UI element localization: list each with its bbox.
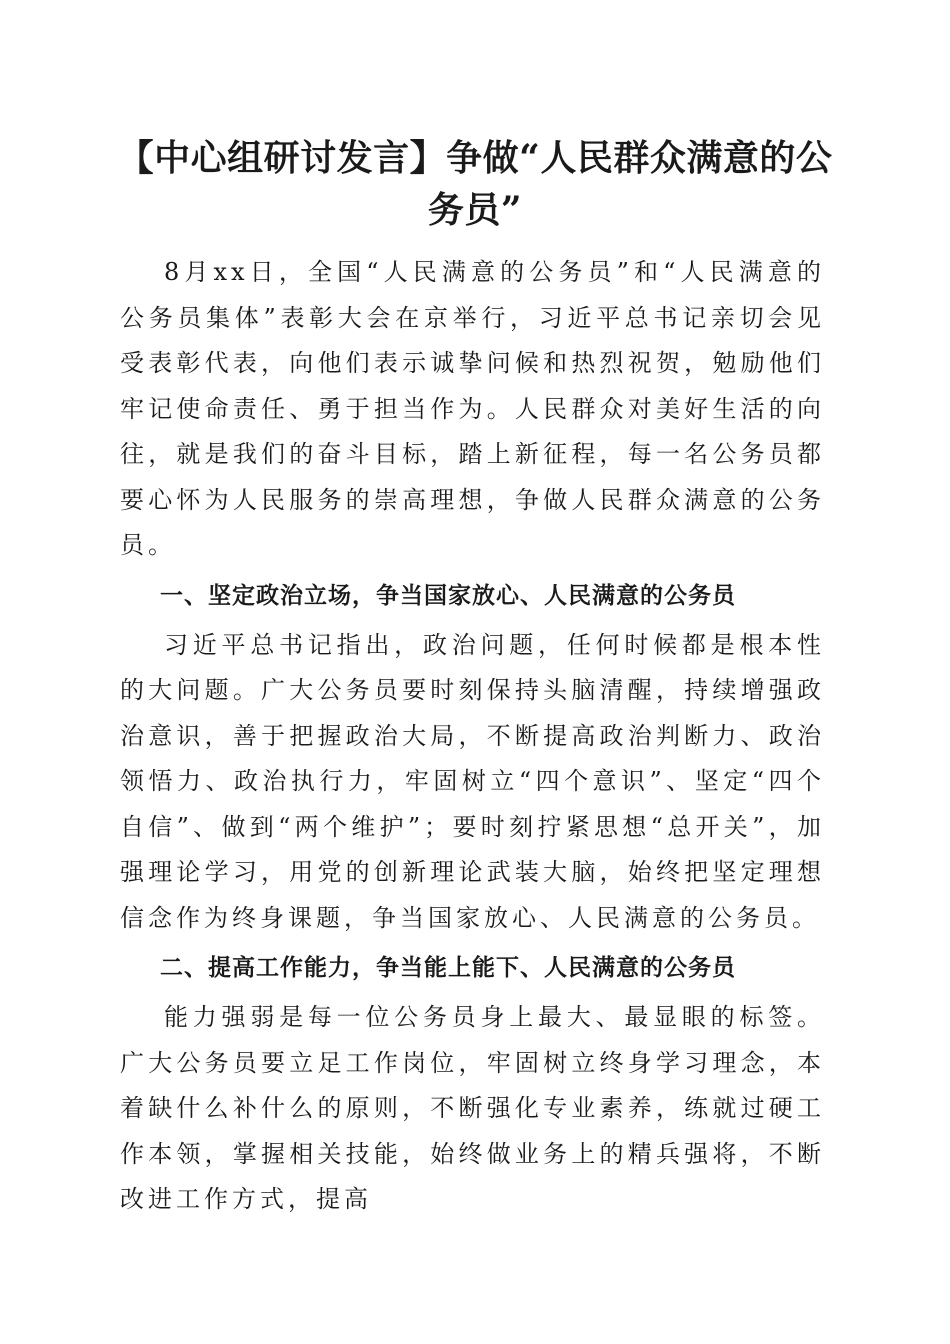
document-body — [120, 250, 825, 1223]
document-title: 【中心组研讨发言】争做“人民群众满意的公务员” — [117, 137, 833, 231]
section-heading-2: 二、提高工作能力，争当能上能下、人民满意的公务员 — [160, 955, 736, 981]
section-1-paragraph: 习近平总书记指出，政治问题，任何时候都是根本性的大问题。广大公务员要时刻保持头脑清醒，持续增强政治意识，善于把握政治大局，不断提高政治判断力、政治领悟力、政治执行力，牢固树立“四个意识”、坚定“四个自信”、做到“两个维护”；要时刻拧紧思想“总开关”，加强理论学习，用党的创新理论武装大脑，始终把坚定理想信念作为终身课题，争当国家放心、人民满意的公务员。 — [120, 630, 825, 932]
section-heading-1: 一、坚定政治立场，争当国家放心、人民满意的公务员 — [160, 582, 736, 609]
section-2-paragraph: 能力强弱是每一位公务员身上最大、最显眼的标签。广大公务员要立足工作岗位，牢固树立终身学习理念，本着缺什么补什么的原则，不断强化专业素养，练就过硬工作本领，掌握相关技能，始终做业务上的精兵强将，不断改进工作方式，提高 — [120, 1003, 825, 1213]
intro-paragraph: 8月xx日，全国“人民满意的公务员”和“人民满意的公务员集体”表彰大会在京举行，习近平总书记亲切会见受表彰代表，向他们表示诚挚问候和热烈祝贺，勉励他们牢记使命责任、勇于担当作为。人民群众对美好生活的向往，就是我们的奋斗目标，踏上新征程，每一名公务员都要心怀为人民服务的崇高理想，争做人民群众满意的公务员。 — [120, 258, 825, 559]
